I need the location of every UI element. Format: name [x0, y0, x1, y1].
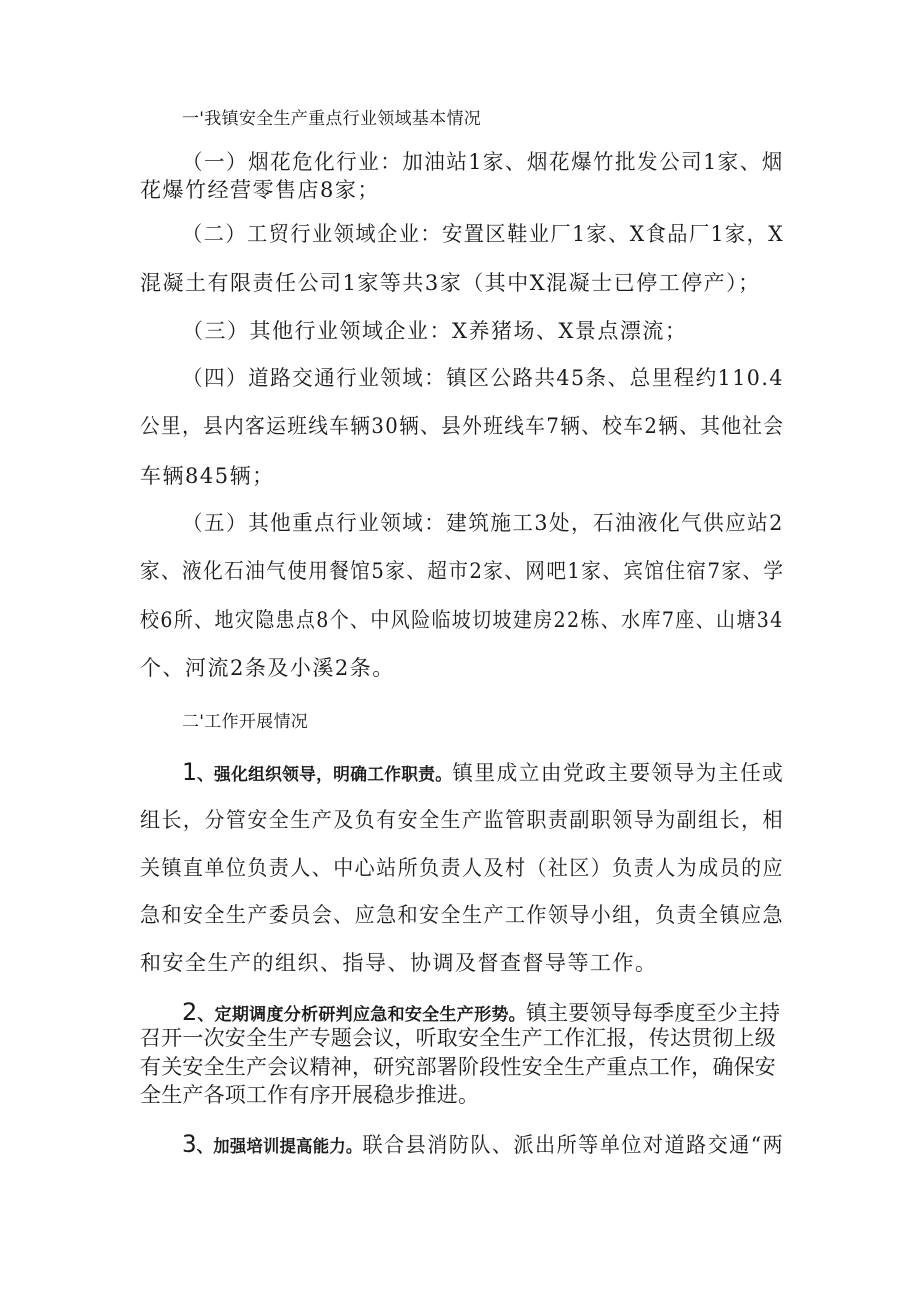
section-heading-2: 二'工作开展情况: [182, 712, 309, 732]
paragraph-line: （三）其他行业领域企业：X养猪场、X景点漂流；: [182, 319, 688, 343]
item-lead: 、定期调度分析研判应急和安全生产形势。: [197, 1005, 526, 1025]
paragraph-line: 召开一次安全生产专题会议，听取安全生产工作汇报，传达贯彻上级: [140, 1026, 776, 1050]
item-number: 3: [182, 1130, 197, 1158]
item-lead: 、强化组织领导，明确工作职责。: [197, 765, 453, 785]
item-text: 联合县消防队、派出所等单位对道路交通“两: [362, 1133, 785, 1157]
paragraph-line: 有关安全生产会议精神，研究部署阶段性安全生产重点工作，确保安: [140, 1055, 776, 1079]
paragraph-line: 组长，分管安全生产及负有安全生产监管职责副职领导为副组长，相: [140, 808, 785, 832]
paragraph-line: 混凝土有限责任公司1家等共3家（其中X混凝士已停工停产）；: [140, 271, 761, 295]
item-text: 镇主要领导每季度至少主持: [525, 1001, 781, 1025]
paragraph-line: 花爆竹经营零售店8家；: [140, 178, 380, 202]
paragraph-line: 和安全生产的组织、指导、协调及督查督导等工作。: [140, 951, 658, 975]
item-1-first-line: [182, 760, 784, 784]
item-3-first-line: [182, 1132, 784, 1156]
paragraph-line: （五）其他重点行业领域：建筑施工3处，石油液化气供应站2: [182, 511, 784, 535]
section-heading-1: 一'我镇安全生产重点行业领域基本情况: [182, 109, 482, 129]
paragraph-line: 校6所、地灾隐患点8个、中风险临坡切坡建房22栋、水库7座、山塘34: [140, 608, 784, 632]
paragraph-line: 车辆845辆；: [140, 464, 275, 488]
item-text: 镇里成立由党政主要领导为主任或: [452, 761, 785, 785]
paragraph-line: （四）道路交通行业领域：镇区公路共45条、总里程约110.4: [182, 366, 784, 390]
item-number: 2: [182, 998, 198, 1026]
paragraph-line: 关镇直单位负责人、中心站所负责人及村（社区）负责人为成员的应: [140, 856, 785, 880]
paragraph-line: 急和安全生产委员会、应急和安全生产工作领导小组，负责全镇应急: [140, 903, 785, 927]
paragraph-line: 家、液化石油气使用餐馆5家、超市2家、网吧1家、宾馆住宿7家、学: [140, 559, 785, 583]
item-lead: 、加强培训提高能力。: [196, 1137, 363, 1157]
paragraph-line: （一）烟花危化行业：加油站1家、烟花爆竹批发公司1家、烟: [182, 150, 784, 174]
item-2-first-line: [182, 1000, 780, 1024]
paragraph-line: 个、河流2条及小溪2条。: [140, 656, 395, 680]
paragraph-line: 公里，县内客运班线车辆30辆、县外班线车7辆、校车2辆、其他社会: [140, 414, 785, 438]
paragraph-line: 全生产各项工作有序开展稳步推进。: [140, 1083, 480, 1107]
item-number: 1: [182, 758, 198, 786]
paragraph-line: （二）工贸行业领域企业：安置区鞋业厂1家、X食品厂1家，X: [182, 222, 785, 246]
